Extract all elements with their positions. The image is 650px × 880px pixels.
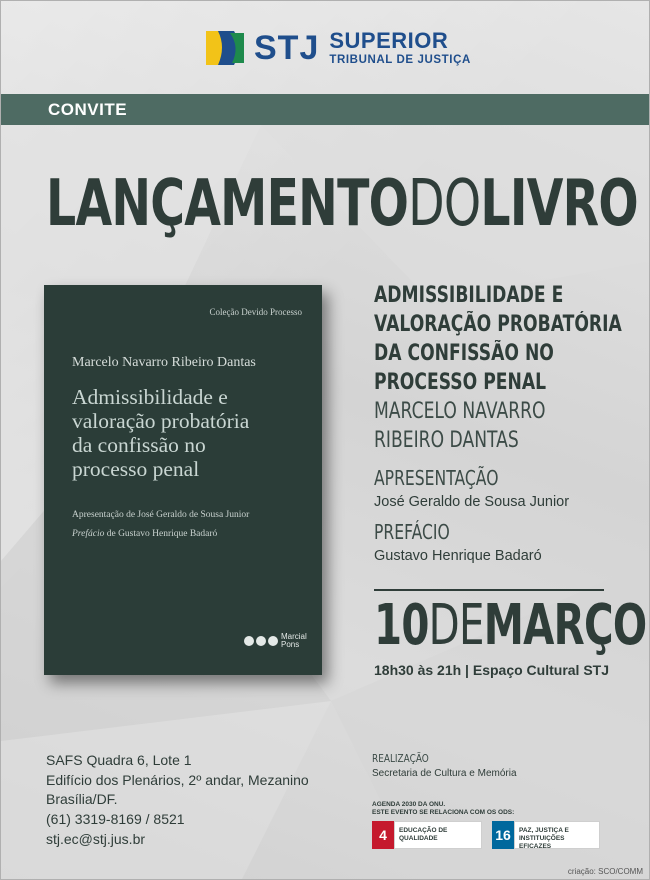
address-line3: Brasília/DF. bbox=[46, 791, 118, 808]
ods-label-line1: EDUCAÇÃO DE bbox=[399, 827, 448, 834]
book-presentation: Apresentação de José Geraldo de Sousa Junior bbox=[72, 510, 250, 520]
ods-label-line1: PAZ, JUSTIÇA E bbox=[519, 827, 569, 834]
presentation-name: José Geraldo de Sousa Junior bbox=[374, 494, 570, 510]
book-details bbox=[374, 281, 624, 567]
event-month: MARÇO bbox=[483, 593, 647, 658]
event-date bbox=[374, 595, 646, 657]
logo-wordmark bbox=[329, 27, 471, 67]
ods-label-line2: QUALIDADE bbox=[399, 835, 438, 842]
realizacao-value: Secretaria de Cultura e Memória bbox=[372, 768, 517, 779]
book-cover bbox=[44, 285, 322, 675]
stj-logo bbox=[204, 25, 471, 71]
publisher-dots-icon bbox=[244, 636, 278, 646]
stj-emblem-icon bbox=[204, 27, 246, 69]
preface-name: Gustavo Henrique Badaró bbox=[374, 548, 542, 564]
ods-label-line2: INSTITUIÇÕES EFICAZES bbox=[519, 835, 565, 850]
event-day: 10 bbox=[374, 593, 429, 658]
publisher-line2: Pons bbox=[281, 640, 300, 649]
invite-label: CONVITE bbox=[48, 100, 128, 119]
book-preface-word: Prefácio bbox=[72, 529, 105, 539]
event-time-place: 18h30 às 21h | Espaço Cultural STJ bbox=[374, 662, 610, 678]
book-title-line: Admissibilidade e bbox=[72, 385, 228, 409]
details-title-line: PROCESSO PENAL bbox=[374, 370, 547, 395]
preface-label: PREFÁCIO bbox=[374, 520, 450, 544]
book-author: Marcelo Navarro Ribeiro Dantas bbox=[72, 355, 256, 370]
headline-part1: LANÇAMENTO bbox=[46, 167, 409, 241]
logo-acronym: STJ bbox=[254, 28, 320, 67]
details-title-line: VALORAÇÃO PROBATÓRIA bbox=[374, 312, 622, 337]
realizacao-label: REALIZAÇÃO bbox=[372, 753, 429, 765]
ods-badge-16 bbox=[492, 821, 600, 849]
headline bbox=[46, 166, 638, 242]
ods-badge-4 bbox=[372, 821, 482, 849]
ods-label bbox=[394, 821, 482, 849]
address-email: stj.ec@stj.jus.br bbox=[46, 830, 146, 847]
address-line1: SAFS Quadra 6, Lote 1 bbox=[46, 752, 192, 768]
address-line2: Edifício dos Plenários, 2º andar, Mezanino bbox=[46, 771, 309, 788]
logo-name-line2: TRIBUNAL DE JUSTIÇA bbox=[329, 53, 471, 66]
headline-part2: DO bbox=[408, 167, 481, 241]
ods-label bbox=[514, 821, 600, 849]
details-title-line: DA CONFISSÃO NO bbox=[374, 341, 554, 366]
book-title bbox=[72, 385, 312, 481]
details-author-line: RIBEIRO DANTAS bbox=[374, 428, 519, 453]
venue-address bbox=[46, 751, 309, 850]
book-preface-rest: de Gustavo Henrique Badaró bbox=[106, 529, 218, 539]
design-credit: criação: SCO/COMM bbox=[567, 867, 643, 876]
headline-text bbox=[46, 166, 638, 242]
details-author-line: MARCELO NAVARRO bbox=[374, 399, 546, 424]
publisher-line1: Marcial bbox=[281, 632, 307, 641]
logo-name-line1: SUPERIOR bbox=[329, 27, 449, 53]
publisher-name bbox=[281, 633, 307, 649]
address-phone: (61) 3319-8169 / 8521 bbox=[46, 811, 185, 828]
headline-part3: LIVRO bbox=[480, 167, 638, 241]
agenda-line1: AGENDA 2030 DA ONU. bbox=[372, 801, 446, 808]
invite-banner bbox=[1, 94, 650, 125]
agenda-line2: ESTE EVENTO SE RELACIONA COM OS ODS: bbox=[372, 809, 515, 816]
date-divider bbox=[374, 589, 604, 591]
presentation-label: APRESENTAÇÃO bbox=[374, 466, 499, 490]
details-title-line: ADMISSIBILIDADE E bbox=[374, 283, 564, 308]
book-preface bbox=[72, 529, 217, 539]
book-title-line: processo penal bbox=[72, 457, 200, 481]
publisher-logo bbox=[244, 633, 307, 649]
book-title-line: da confissão no bbox=[72, 433, 206, 457]
ods-number: 4 bbox=[372, 821, 394, 849]
ods-number: 16 bbox=[492, 821, 514, 849]
book-collection: Coleção Devido Processo bbox=[209, 307, 302, 317]
agenda-2030-note bbox=[372, 801, 514, 817]
event-date-de: DE bbox=[428, 593, 484, 658]
book-title-line: valoração probatória bbox=[72, 409, 250, 433]
